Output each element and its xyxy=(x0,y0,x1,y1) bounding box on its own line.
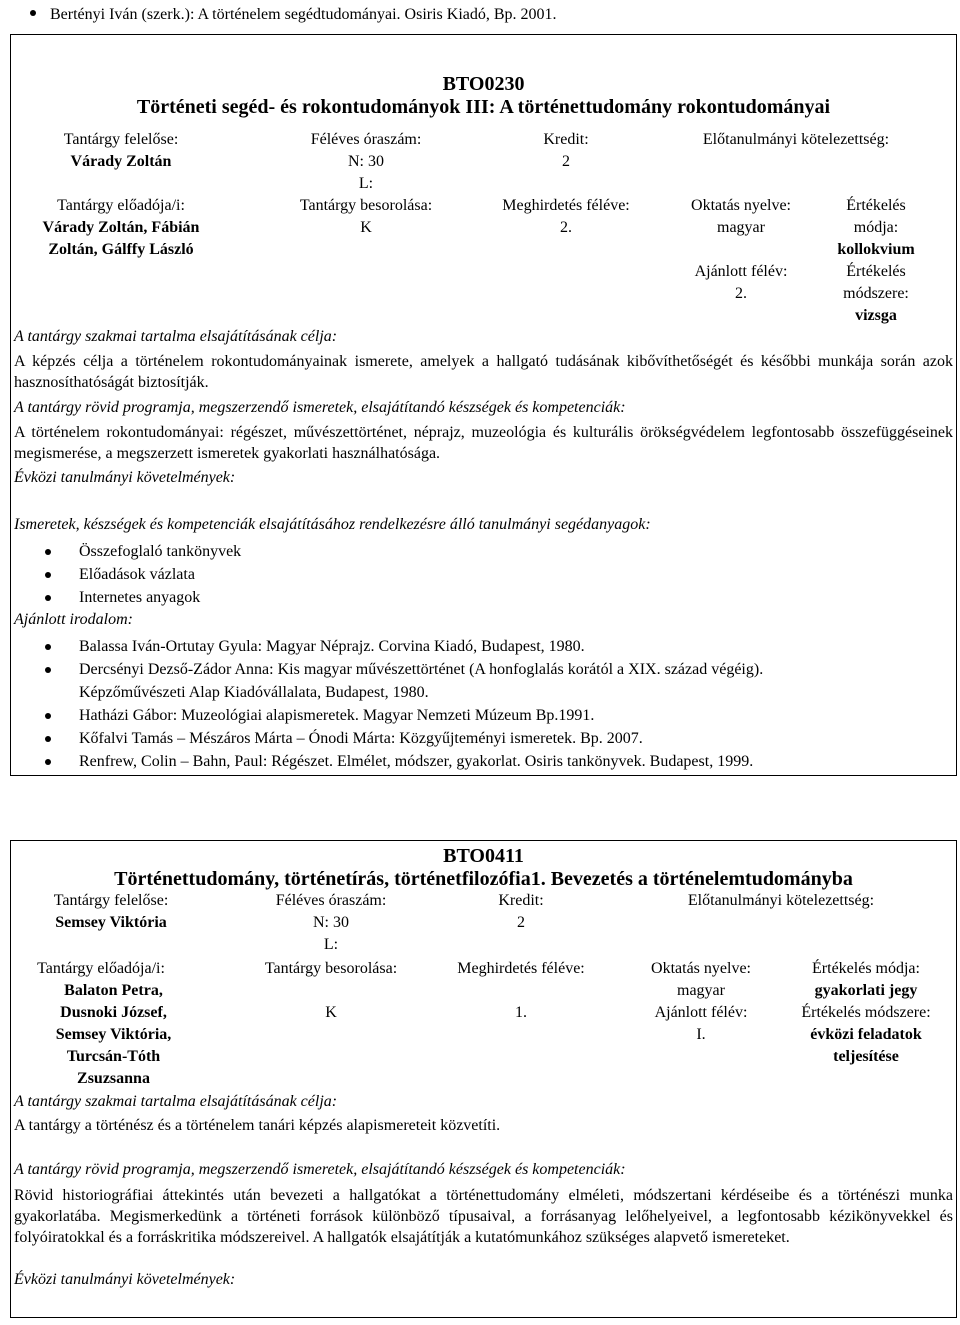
list-item: Balassa Iván-Ortutay Gyula: Magyar Néprajz. Corvina Kiadó, Budapest, 1980. xyxy=(41,635,763,658)
credit-label: Kredit: xyxy=(498,892,544,909)
list-item: Előadások vázlata xyxy=(41,563,241,586)
goal-text: A képzés célja a történelem rokontudományainak ismerete, amelyek a hallgató tudásának kibővíthetőségét és későbbi munkája során azok hasznosíthatóságát biztosítják. xyxy=(14,353,953,391)
course-code: BTO0230 xyxy=(442,73,525,95)
eval-method-label-2: módszere: xyxy=(843,285,909,302)
lecturer-label: Tantárgy előadója/i: xyxy=(57,197,185,214)
lecturer-value-line2: Zoltán, Gálffy László xyxy=(48,241,194,258)
lecturer-value: Turcsán-Tóth xyxy=(66,1048,161,1065)
lecturer-value: Semsey Viktória, xyxy=(55,1026,172,1043)
recommended-label: Ajánlott félév: xyxy=(654,1004,748,1021)
bullet-icon xyxy=(30,10,36,16)
lecturer-label: Tantárgy előadója/i: xyxy=(37,960,165,977)
eval-method-value-2: teljesítése xyxy=(833,1048,899,1065)
materials-heading: Ismeretek, készségek és kompetenciák elsajátításához rendelkezésre álló tanulmányi segédanyagok: xyxy=(14,516,651,533)
eval-mode-value: gyakorlati jegy xyxy=(814,982,918,999)
eval-method-value-1: évközi feladatok xyxy=(810,1026,922,1043)
goal-text: A tantárgy a történész és a történelem tanári képzés alapismereteit közvetíti. xyxy=(14,1117,501,1134)
requirements-heading: Évközi tanulmányi követelmények: xyxy=(14,1271,236,1288)
eval-mode-label: Értékelés módja: xyxy=(812,960,920,977)
hours-label: Féléves óraszám: xyxy=(310,131,422,148)
recommended-value: 2. xyxy=(735,285,747,302)
lecturer-value: Balaton Petra, xyxy=(64,982,163,999)
list-item: Internetes anyagok xyxy=(41,586,241,609)
prereq-label: Előtanulmányi kötelezettség: xyxy=(687,892,875,909)
language-label: Oktatás nyelve: xyxy=(691,197,791,214)
literature-list xyxy=(41,635,763,773)
hours-n: N: 30 xyxy=(348,153,384,170)
literature-item-continuation: Képzőművészeti Alap Kiadóvállalata, Budapest, 1980. xyxy=(79,684,429,701)
list-item: Renfrew, Colin – Bahn, Paul: Régészet. Elmélet, módszer, gyakorlat. Osiris tankönyvek. Budapest, 1999. xyxy=(41,750,763,773)
literature-item-text: Dercsényi Dezső-Zádor Anna: Kis magyar művészettörténet (A honfoglalás korától a XIX. század végéig). xyxy=(79,661,764,678)
recommended-label: Ajánlott félév: xyxy=(694,263,788,280)
semester-label: Meghirdetés féléve: xyxy=(457,960,585,977)
language-value: magyar xyxy=(717,219,765,236)
requirements-heading: Évközi tanulmányi követelmények: xyxy=(14,469,236,486)
eval-mode-value: kollokvium xyxy=(837,241,915,258)
program-heading: A tantárgy rövid programja, megszerzendő ismeretek, elsajátítandó készségek és kompetenciák: xyxy=(14,1161,626,1178)
semester-label: Meghirdetés féléve: xyxy=(502,197,630,214)
classification-label: Tantárgy besorolása: xyxy=(299,197,433,214)
list-item: Hatházi Gábor: Muzeológiai alapismeretek. Magyar Nemzeti Múzeum Bp.1991. xyxy=(41,704,763,727)
semester-value: 2. xyxy=(560,219,572,236)
list-item xyxy=(41,658,763,704)
hours-label: Féléves óraszám: xyxy=(275,892,387,909)
list-item: Összefoglaló tankönyvek xyxy=(41,540,241,563)
language-label: Oktatás nyelve: xyxy=(651,960,751,977)
credit-label: Kredit: xyxy=(543,131,589,148)
top-bibliography-item xyxy=(0,0,960,30)
classification-label: Tantárgy besorolása: xyxy=(264,960,398,977)
program-heading: A tantárgy rövid programja, megszerzendő ismeretek, elsajátítandó készségek és kompetenciák: xyxy=(14,399,626,416)
course-card-bto0230 xyxy=(10,34,957,776)
responsible-value: Várady Zoltán xyxy=(70,153,172,170)
language-value: magyar xyxy=(677,982,725,999)
eval-mode-label-2: módja: xyxy=(853,219,899,236)
lecturer-value: Zsuzsanna xyxy=(77,1070,150,1087)
hours-n: N: 30 xyxy=(313,914,349,931)
responsible-value: Semsey Viktória xyxy=(55,914,167,931)
prereq-label: Előtanulmányi kötelezettség: xyxy=(702,131,890,148)
literature-heading: Ajánlott irodalom: xyxy=(14,611,133,628)
eval-method-value: vizsga xyxy=(855,307,897,324)
course-card-bto0411 xyxy=(10,840,957,1318)
program-text: Rövid historiográfiai áttekintés után bevezeti a hallgatókat a történettudomány elméleti, módszertani kérdéseibe és a történészi munka gyakorlatába. Megismerkedünk a történeti források különböző típusaival, a forrásanyag lelőhelyeivel, a legfontosabb kézikönyvekkel és folyóiratokkal és a forráskritika módszereivel. A hallgatók elsajátítják a kutatómunkához szükséges alapvető ismereteket. xyxy=(14,1187,953,1246)
course-title: Történettudomány, történetírás, történetfilozófia1. Bevezetés a történelemtudományba xyxy=(114,868,853,890)
eval-method-label-1: Értékelés xyxy=(846,263,906,280)
top-bullet-text: Bertényi Iván (szerk.): A történelem segédtudományai. Osiris Kiadó, Bp. 2001. xyxy=(50,6,557,23)
course-code: BTO0411 xyxy=(443,845,524,867)
lecturer-value-line1: Várady Zoltán, Fábián xyxy=(42,219,200,236)
hours-l: L: xyxy=(323,936,339,953)
materials-list xyxy=(41,540,241,609)
lecturer-value: Dusnoki József, xyxy=(60,1004,167,1021)
credit-value: 2 xyxy=(517,914,525,931)
course-title: Történeti segéd- és rokontudományok III: A történettudomány rokontudományai xyxy=(136,96,831,118)
program-text: A történelem rokontudományai: régészet, művészettörténet, néprajz, muzeológia és kulturális örökségvédelem legfontosabb összefüggéseinek megismerése, a megszerzett ismeretek gyakorlati használhatósága. xyxy=(14,424,953,462)
classification-value: K xyxy=(360,219,372,236)
responsible-label: Tantárgy felelőse: xyxy=(63,131,179,148)
goal-heading: A tantárgy szakmai tartalma elsajátításának célja: xyxy=(14,328,338,345)
top-bullet-row xyxy=(30,6,557,24)
goal-heading: A tantárgy szakmai tartalma elsajátításának célja: xyxy=(14,1093,338,1110)
classification-value: K xyxy=(325,1004,337,1021)
semester-value: 1. xyxy=(515,1004,527,1021)
eval-method-label: Értékelés módszere: xyxy=(801,1004,931,1021)
credit-value: 2 xyxy=(562,153,570,170)
hours-l: L: xyxy=(358,175,374,192)
eval-mode-label-1: Értékelés xyxy=(846,197,906,214)
list-item: Kőfalvi Tamás – Mészáros Márta – Ónodi Márta: Közgyűjteményi ismeretek. Bp. 2007. xyxy=(41,727,763,750)
recommended-value: I. xyxy=(696,1026,706,1043)
responsible-label: Tantárgy felelőse: xyxy=(53,892,169,909)
